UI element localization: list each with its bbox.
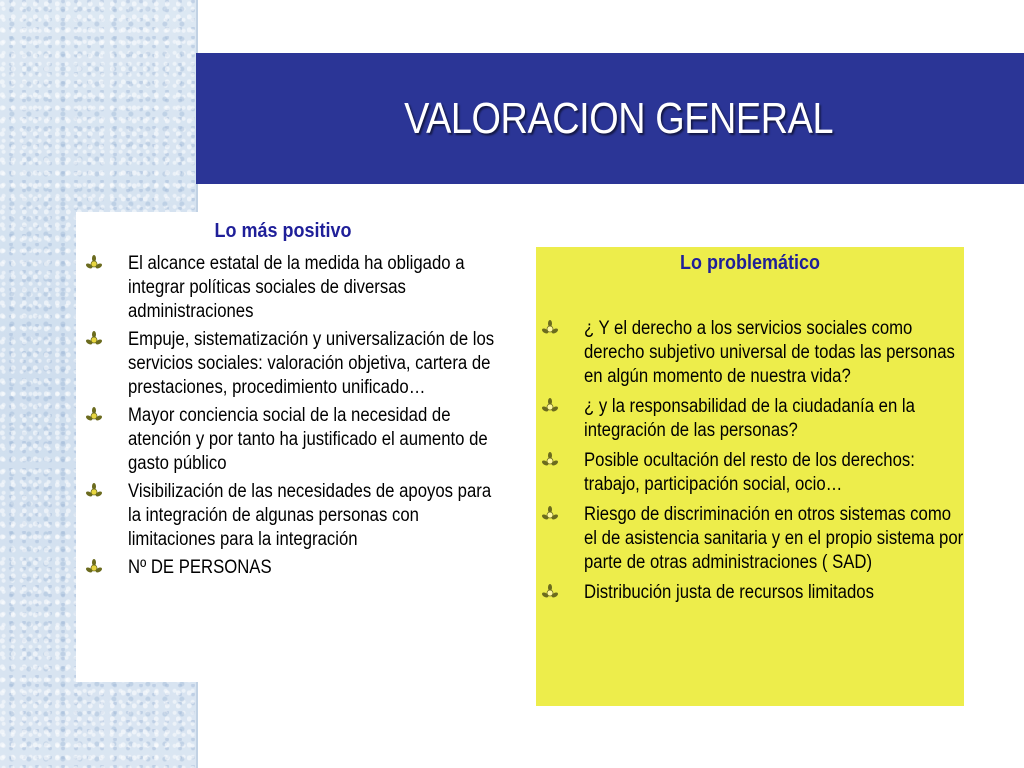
list-item: [86, 480, 506, 552]
list-item-text: Distribución justa de recursos limitados: [584, 582, 874, 603]
list-item: [542, 395, 962, 443]
problematic-heading: Lo problemático: [679, 252, 821, 274]
list-item-text: ¿ Y el derecho a los servicios sociales como derecho subjetivo universal de todas las personas en algún momento de nuestra vida?: [584, 318, 955, 387]
flower-bullet-icon: [86, 559, 102, 575]
list-item-text: Riesgo de discriminación en otros sistemas como el de asistencia sanitaria y en el propio sistema por parte de otras administraciones ( SAD): [584, 504, 964, 573]
list-item-text: Mayor conciencia social de la necesidad de atención y por tanto ha justificado el aumento de gasto público: [128, 405, 488, 474]
flower-bullet-icon: [86, 407, 102, 423]
slide-title: VALORACION GENERAL: [404, 93, 834, 143]
flower-bullet-icon: [86, 255, 102, 271]
flower-bullet-icon: [542, 506, 558, 522]
list-item: [86, 404, 506, 476]
list-item: [542, 317, 962, 389]
flower-bullet-icon: [86, 331, 102, 347]
list-item-text: Visibilización de las necesidades de apoyos para la integración de algunas personas con limitaciones para la integración: [128, 481, 492, 550]
list-item-text: El alcance estatal de la medida ha obligado a integrar políticas sociales de diversas administraciones: [128, 253, 465, 322]
list-item: [542, 581, 962, 605]
problematic-list: [542, 317, 962, 611]
list-item: [542, 449, 962, 497]
positive-list: [86, 252, 506, 584]
flower-bullet-icon: [542, 452, 558, 468]
list-item-text: Empuje, sistematización y universalización de los servicios sociales: valoración objetiva, cartera de prestaciones, procedimiento unificado…: [128, 329, 495, 398]
flower-bullet-icon: [542, 584, 558, 600]
positive-heading: Lo más positivo: [214, 220, 352, 242]
problematic-column: [536, 247, 964, 706]
flower-bullet-icon: [542, 320, 558, 336]
list-item: [86, 252, 506, 324]
positive-column: [76, 212, 495, 682]
flower-bullet-icon: [86, 483, 102, 499]
list-item-text: Nº DE PERSONAS: [128, 557, 272, 578]
list-item: [542, 503, 962, 575]
list-item: [86, 556, 506, 580]
flower-bullet-icon: [542, 398, 558, 414]
list-item-text: Posible ocultación del resto de los derechos: trabajo, participación social, ocio…: [584, 450, 915, 495]
list-item: [86, 328, 506, 400]
list-item-text: ¿ y la responsabilidad de la ciudadanía en la integración de las personas?: [584, 396, 915, 441]
